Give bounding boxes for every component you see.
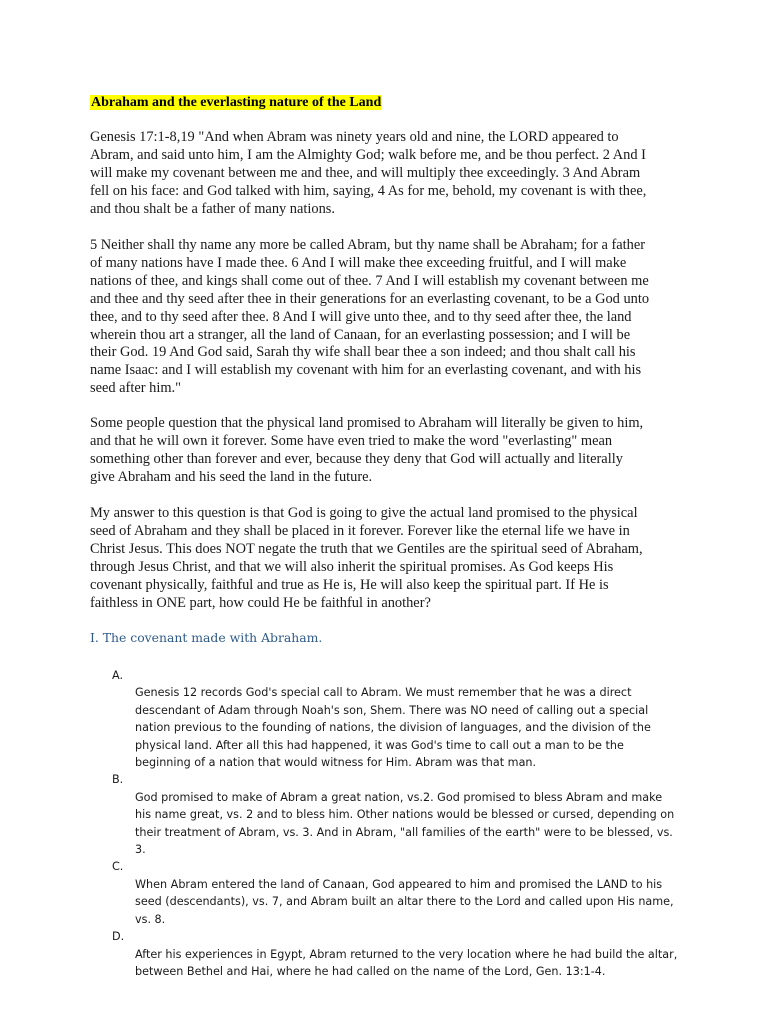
list-marker: B. xyxy=(112,773,124,787)
paragraph-genesis-continued: 5 Neither shall thy name any more be called Abram, but thy name shall be Abraham; for a father of many nations have I made thee. 6 And I will make thee exceeding fruitful, and I will make nations of thee, and kings shall come out of thee. 7 And I will establish my covenant between me and thee and thy seed after thee in their generations for an everlasting covenant, to be a God unto thee, and to thy seed after thee. 8 And I will give unto thee, and to thy seed after thee, the land wherein thou art a stranger, all the land of Canaan, for an everlasting possession; and I will be their God. 19 And God said, Sarah thy wife shall bear thee a son indeed; and thou shalt call his name Isaac: and I will establish my covenant with him for an everlasting covenant, and with his seed after him." xyxy=(90,237,650,397)
list-item xyxy=(90,928,690,980)
list-item xyxy=(90,771,690,858)
document-title xyxy=(90,94,382,111)
list-item xyxy=(90,667,690,771)
covenant-list xyxy=(90,667,690,980)
section-heading: I. The covenant made with Abraham. xyxy=(90,630,323,645)
list-item-text: God promised to make of Abram a great nation, vs.2. God promised to bless Abram and make his name great, vs. 2 and to bless him. Other nations would be blessed or cursed, depending on their treatment of Abram, vs. 3. And in Abram, "all families of the earth" were to be blessed, vs. 3. xyxy=(135,790,675,857)
list-marker: C. xyxy=(112,860,124,874)
list-item-text: When Abram entered the land of Canaan, God appeared to him and promised the LAND to his seed (descendants), vs. 7, and Abram built an altar there to the Lord and called upon His name, vs. 8. xyxy=(135,877,674,926)
list-marker: A. xyxy=(112,669,124,682)
title-highlight: Abraham and the everlasting nature of the Land xyxy=(91,95,382,110)
list-item-text: After his experiences in Egypt, Abram returned to the very location where he had build the altar, between Bethel and Hai, where he had called on the name of the Lord, Gen. 13:1-4. xyxy=(135,947,678,978)
list-item-text: Genesis 12 records God's special call to Abram. We must remember that he was a direct descendant of Adam through Noah's son, Shem. There was NO need of calling out a special nation previous to the founding of nations, the division of languages, and the division of the physical land. After all this had happened, it was God's time to call out a man to be the beginning of a nation that would witness for Him. Abram was that man. xyxy=(135,686,651,770)
paragraph-genesis-quote: Genesis 17:1-8,19 "And when Abram was ninety years old and nine, the LORD appeared to Abram, and said unto him, I am the Almighty God; walk before me, and be thou perfect. 2 And I will make my covenant between me and thee, and will multiply thee exceedingly. 3 And Abram fell on his face: and God talked with him, saying, 4 As for me, behold, my covenant is with thee, and thou shalt be a father of many nations. xyxy=(90,129,647,217)
paragraph-answer: My answer to this question is that God is going to give the actual land promised to the physical seed of Abraham and they shall be placed in it forever. Forever like the eternal life we have in Christ Jesus. This does NOT negate the truth that we Gentiles are the spiritual seed of Abraham, through Jesus Christ, and that we will also inherit the spiritual promises. As God keeps His covenant physically, faithful and true as He is, He will also keep the spiritual part. If He is faithless in ONE part, how could He be faithful in another? xyxy=(90,505,643,611)
list-marker: D. xyxy=(112,930,125,944)
list-item xyxy=(90,858,690,928)
paragraph-question: Some people question that the physical land promised to Abraham will literally be given to him, and that he will own it forever. Some have even tried to make the word "everlasting" mean something other than forever and ever, because they deny that God will actually and literally give Abraham and his seed the land in the future. xyxy=(90,415,644,485)
